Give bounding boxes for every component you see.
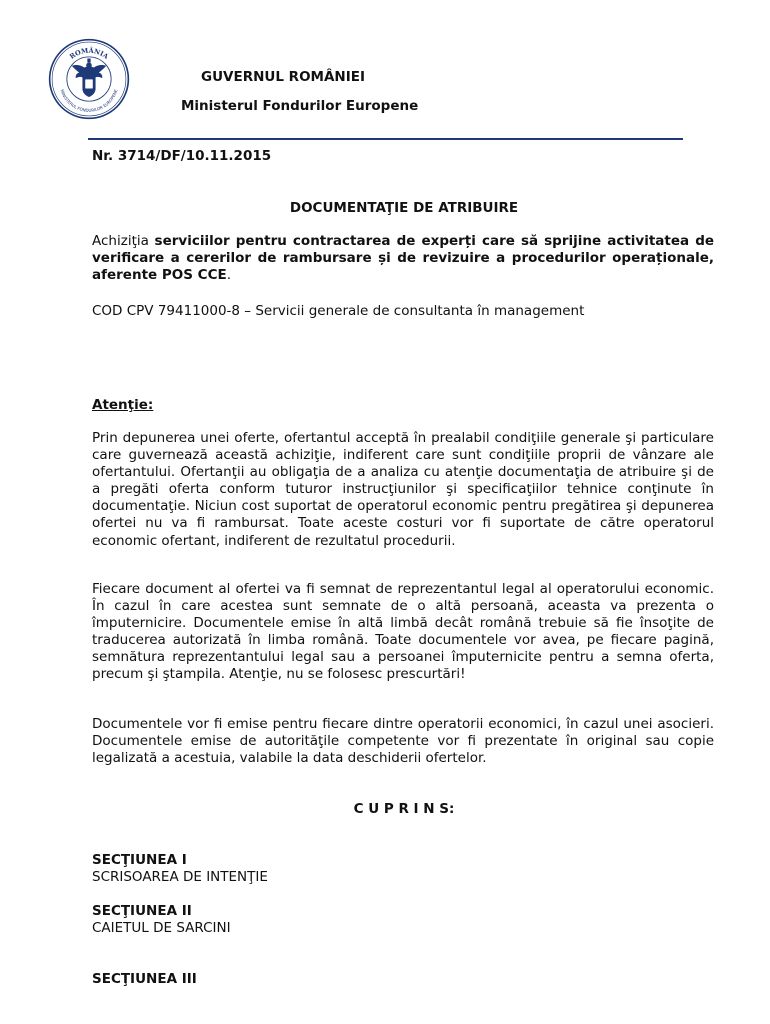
romanian-coat-of-arms-seal-icon xyxy=(48,38,130,120)
acquisition-suffix: . xyxy=(226,267,232,284)
section-subtitle: CAIETUL DE SARCINI xyxy=(92,920,231,937)
cpv-code: COD CPV 79411000-8 – Servicii generale de consultanta în management xyxy=(92,303,585,319)
section-title: SECŢIUNEA I xyxy=(92,852,187,868)
attention-heading: Atenţie: xyxy=(92,397,154,413)
seal-top-text: ROMÂNIA xyxy=(68,46,110,61)
government-name: GUVERNUL ROMÂNIEI xyxy=(201,69,365,85)
section-subtitle: SCRISOAREA DE INTENŢIE xyxy=(92,869,268,886)
section-title: SECŢIUNEA III xyxy=(92,971,197,987)
acquisition-subject: serviciilor pentru contractarea de experți care să sprijine activitatea de verificare a cererilor de rambursare și de revizuire a procedurilor operaționale, aferente POS CCE xyxy=(92,233,715,284)
seal-bottom-text: MINISTERUL FONDURILOR EUROPENE xyxy=(59,88,119,113)
section-entry xyxy=(92,971,197,988)
acquisition-paragraph xyxy=(92,233,714,284)
acquisition-prefix: Achiziţia xyxy=(92,233,155,249)
section-entry xyxy=(92,903,231,937)
section-title: SECŢIUNEA II xyxy=(92,903,192,919)
ministry-name: Ministerul Fondurilor Europene xyxy=(181,98,419,114)
document-title: DOCUMENTAŢIE DE ATRIBUIRE xyxy=(289,200,519,216)
paragraph-documents: Documentele vor fi emise pentru fiecare dintre operatorii economici, în cazul unei asocieri. Documentele emise de autorităţile competente vor fi prezentate în original sau copie legalizată a acestuia, valabile la data deschiderii ofertelor. xyxy=(92,716,714,767)
section-entry xyxy=(92,852,268,886)
paragraph-terms: Prin depunerea unei oferte, ofertantul acceptă în prealabil condiţiile generale şi particulare care guvernează această achiziţie, indiferent care sunt condiţiile proprii de vânzare ale ofertantului. Ofertanţii au obligaţia de a analiza cu atenţie documentaţia de atribuire şi de a pregăti oferta conform tuturor instrucţiunilor şi specificaţiilor tehnice conţinute în documentaţie. Niciun cost suportat de operatorul economic pentru pregătirea şi depunerea ofertei nu va fi rambursat. Toate aceste costuri vor fi suportate de către operatorul economic ofertant, indiferent de rezultatul procedurii. xyxy=(92,430,714,549)
document-number: Nr. 3714/DF/10.11.2015 xyxy=(92,148,272,164)
contents-heading: C U P R I N S: xyxy=(353,801,455,817)
header-divider xyxy=(88,138,683,140)
paragraph-signature: Fiecare document al ofertei va fi semnat de reprezentantul legal al operatorului economic. În cazul în care acestea sunt semnate de o altă persoană, aceasta va prezenta o împuternicire. Documentele emise în altă limbă decât română trebuie să fie însoţite de traducerea autorizată în limba română. Toate documentele vor avea, pe fiecare pagină, semnătura reprezentantului legal sau a persoanei împuternicite pentru a semna oferta, precum şi ştampila. Atenţie, nu se folosesc prescurtări! xyxy=(92,581,714,683)
